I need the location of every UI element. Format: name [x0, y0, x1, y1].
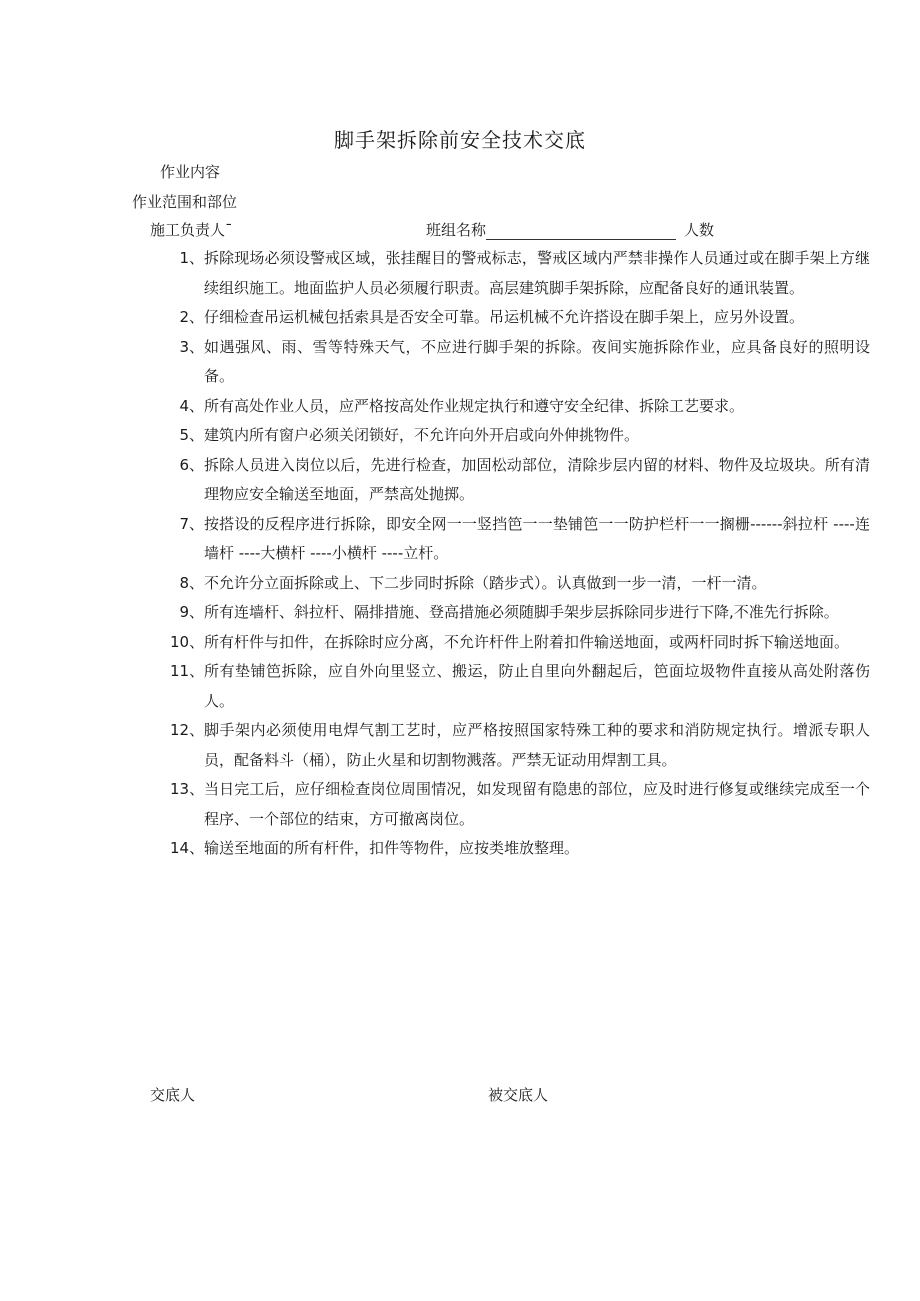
item-text: 所有杆件与扣件，在拆除时应分离，不允许杆件上附着扣件输送地面，或两杆同时拆下输送地面。: [204, 632, 850, 651]
headcount-label: 人数: [684, 221, 715, 239]
item-number: 9、: [179, 603, 204, 621]
item-number: 4、: [179, 396, 204, 415]
team-name-field: [426, 219, 676, 240]
work-scope-label: 作业范围和部位: [132, 193, 238, 211]
item-text: 脚手架内必须使用电焊气割工艺时，应严格按照国家特殊工种的要求和消防规定执行。增派专职人员，配备料斗（桶），防止火星和切割物溅落。严禁无证动用焊割工具。: [204, 721, 870, 769]
list-item: [170, 333, 870, 392]
item-number: 13、: [170, 780, 205, 798]
item-text: 所有高处作业人员，应严格按高处作业规定执行和遵守安全纪律、拆除工艺要求。: [204, 396, 745, 415]
item-text: 仔细检查吊运机械包括索具是否安全可靠。吊运机械不允许搭设在脚手架上，应另外设置。: [204, 308, 805, 326]
receiver-field: [488, 1084, 548, 1105]
item-number: 6、: [179, 455, 204, 474]
item-number: 8、: [179, 573, 204, 592]
item-number: 11、: [170, 662, 205, 680]
item-number: 2、: [179, 308, 204, 326]
list-item: [170, 451, 870, 510]
item-text: 不允许分立面拆除或上、下二步同时拆除（踏步式）。认真做到一步一清，一杆一清。: [204, 573, 767, 592]
item-text: 所有连墙杆、斜拉杆、隔排措施、登高措施必须随脚手架步层拆除同步进行下降,不准先行拆除。: [204, 603, 839, 621]
document-title: 脚手架拆除前安全技术交底: [334, 128, 586, 152]
work-content-label: 作业内容: [160, 163, 221, 181]
item-text: 输送至地面的所有杆件，扣件等物件，应按类堆放整理。: [204, 839, 580, 857]
item-number: 5、: [179, 426, 204, 444]
list-item: [170, 628, 870, 658]
list-item: [170, 510, 870, 569]
work-content-field: [160, 161, 220, 182]
handover-label: 交底人: [150, 1086, 196, 1104]
item-number: 3、: [179, 337, 204, 356]
list-item: [170, 303, 870, 333]
list-item: [170, 834, 870, 864]
headcount-field: [684, 219, 714, 240]
list-item: [170, 569, 870, 599]
team-name-label: 班组名称: [426, 221, 487, 239]
list-item: [170, 244, 870, 303]
item-text: 建筑内所有窗户必须关闭锁好，不允许向外开启或向外伸挑物件。: [204, 426, 640, 444]
item-number: 14、: [170, 839, 205, 857]
item-text: 如遇强风、雨、雪等特殊天气，不应进行脚手架的拆除。夜间实施拆除作业，应具备良好的照明设备。: [204, 337, 870, 385]
item-text: 拆除人员进入岗位以后，先进行检查，加固松动部位，清除步层内留的材料、物件及垃圾块。所有清理物应安全输送至地面，严禁高处抛掷。: [204, 455, 870, 503]
work-scope-field: [132, 191, 237, 212]
list-item: [170, 716, 870, 775]
item-number: 10、: [170, 632, 205, 651]
list-item: [170, 392, 870, 422]
safety-items-list: [170, 244, 870, 864]
team-name-underline: [486, 222, 676, 240]
item-number: 1、: [179, 249, 204, 267]
list-item: [170, 598, 870, 628]
item-text: 当日完工后，应仔细检查岗位周围情况，如发现留有隐患的部位，应及时进行修复或继续完成至一个程序、一个部位的结束，方可撤离岗位。: [204, 780, 870, 828]
handover-field: [150, 1084, 195, 1105]
receiver-label: 被交底人: [488, 1086, 549, 1104]
item-number: 12、: [170, 721, 205, 739]
list-item: [170, 657, 870, 716]
person-in-charge-label: 施工负责人¯: [150, 221, 233, 239]
item-text: 拆除现场必须设警戒区域，张挂醒目的警戒标志，警戒区域内严禁非操作人员通过或在脚手架上方继续组织施工。地面监护人员必须履行职责。高层建筑脚手架拆除，应配备良好的通讯装置。: [204, 249, 870, 297]
item-number: 7、: [179, 514, 204, 533]
person-in-charge-field: [150, 219, 233, 240]
item-text: 按搭设的反程序进行拆除，即安全网一一竖挡笆一一垫铺笆一一防护栏杆一一搁栅------斜拉杆 ----连墙杆 ----大横杆 ----小横杆 ----立杆。: [204, 514, 870, 562]
list-item: [170, 421, 870, 451]
item-text: 所有垫铺笆拆除，应自外向里竖立、搬运，防止自里向外翻起后，笆面垃圾物件直接从高处附落伤人。: [204, 662, 870, 710]
list-item: [170, 775, 870, 834]
